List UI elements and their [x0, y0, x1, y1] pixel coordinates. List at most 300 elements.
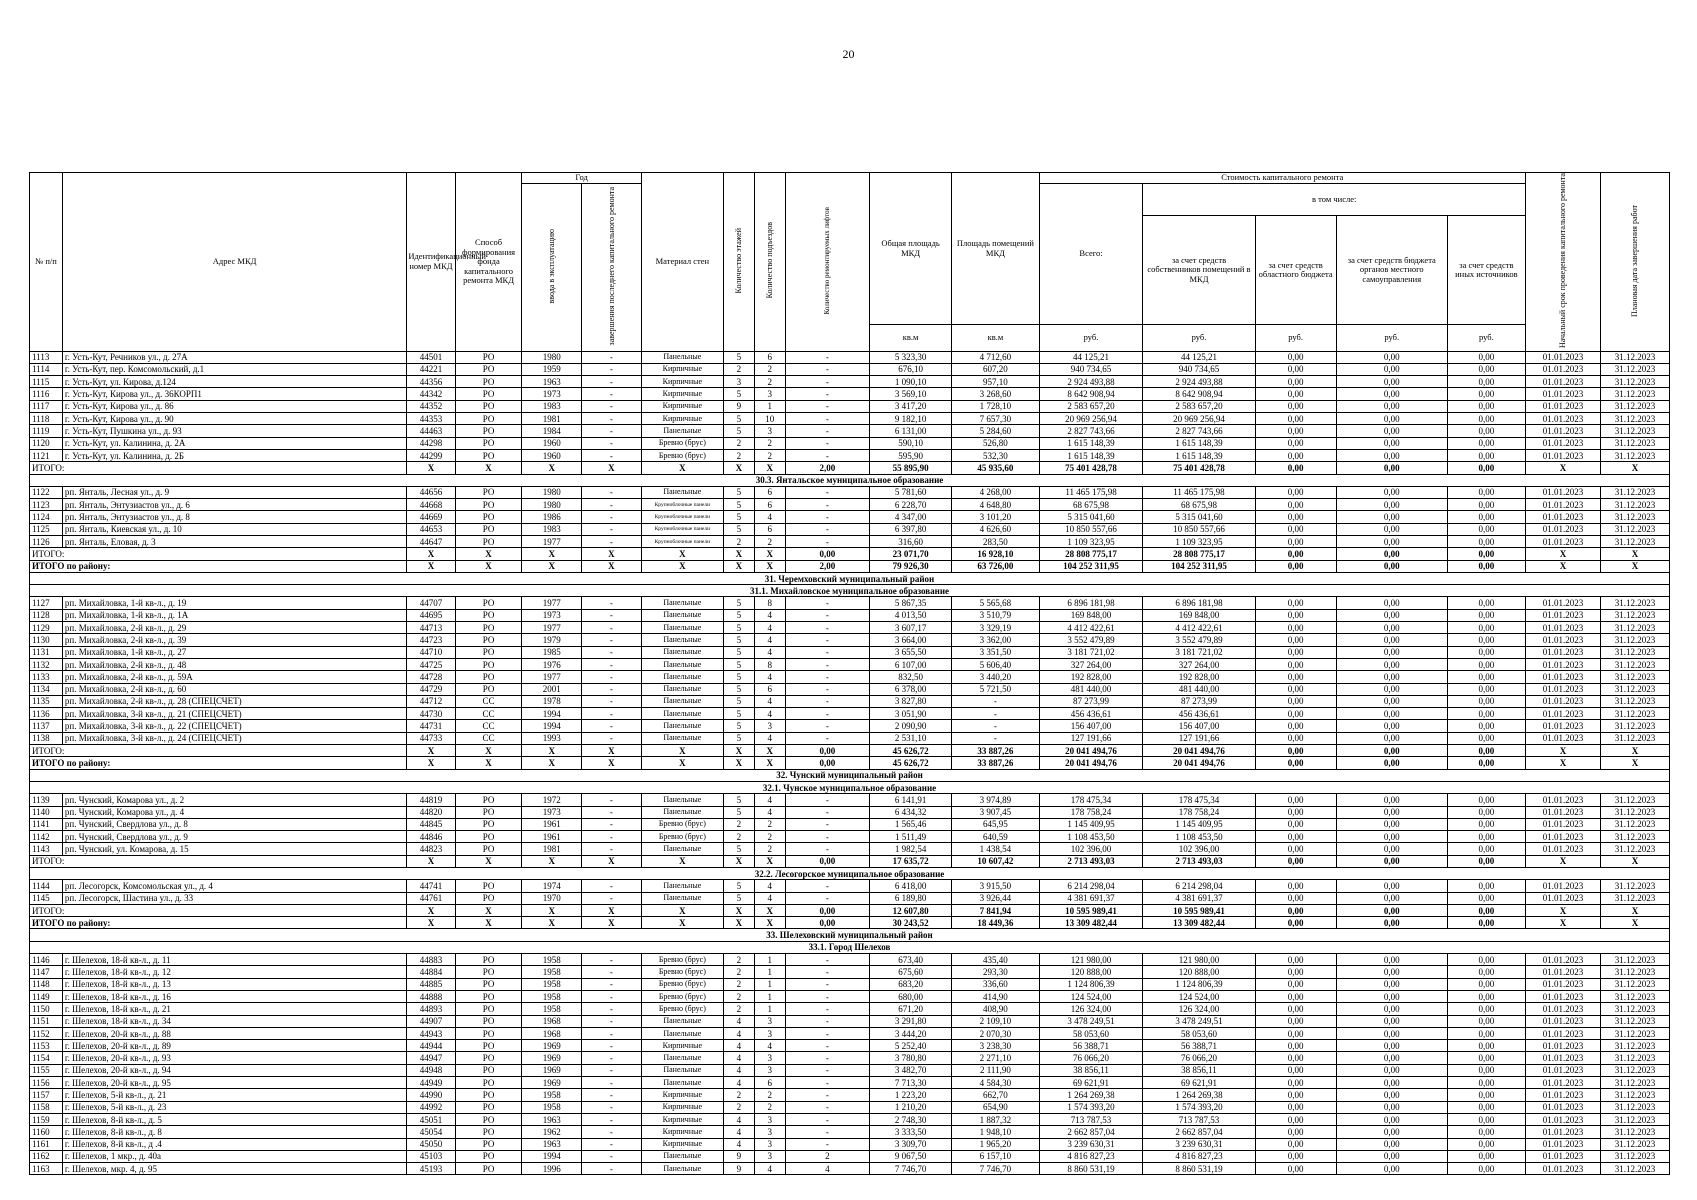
- header-owners: за счет средств собственников помещений в МКД: [1143, 215, 1255, 325]
- cell-year-commission: 1977: [522, 597, 582, 609]
- cell-floors: 5: [723, 658, 754, 670]
- cell-area-premises: 7 746,70: [952, 1163, 1039, 1175]
- cell-address: рп. Михайловка, 2-й кв-л., д. 60: [62, 683, 406, 695]
- cell-address: рп. Янталь, Киевская ул., д. 10: [62, 523, 406, 535]
- total-end-date: X: [1600, 904, 1669, 916]
- total-year-commission: X: [522, 917, 582, 929]
- cell-year-commission: 1976: [522, 658, 582, 670]
- cell-floors: 5: [723, 794, 754, 806]
- cell-end-date: 31.12.2023: [1600, 523, 1669, 535]
- cell-area-total: 316,60: [869, 535, 951, 547]
- cell-lifts: -: [785, 966, 869, 978]
- cell-id: 44948: [407, 1064, 455, 1076]
- cell-year-last: -: [582, 400, 642, 412]
- cell-cost-owners: 69 621,91: [1143, 1077, 1255, 1089]
- cell-start-date: 01.01.2023: [1525, 1027, 1600, 1039]
- cell-end-date: 31.12.2023: [1600, 831, 1669, 843]
- total-year-commission: X: [522, 855, 582, 867]
- cell-area-premises: 3 101,20: [952, 511, 1039, 523]
- cell-cost-other: 0,00: [1447, 1089, 1525, 1101]
- cell-id: 44463: [407, 425, 455, 437]
- total-cost-regional: 0,00: [1255, 548, 1336, 560]
- cell-end-date: 31.12.2023: [1600, 892, 1669, 904]
- cell-end-date: 31.12.2023: [1600, 363, 1669, 375]
- cell-area-total: 6 141,91: [869, 794, 951, 806]
- cell-cost-total: 940 734,65: [1039, 363, 1143, 375]
- cell-lifts: -: [785, 831, 869, 843]
- cell-area-premises: 4 626,60: [952, 523, 1039, 535]
- cell-area-premises: 408,90: [952, 1003, 1039, 1015]
- section-row: [30, 941, 1670, 953]
- total-lifts: 0,00: [785, 904, 869, 916]
- cell-id: 44992: [407, 1101, 455, 1113]
- header-local: за счет средств бюджета органов местного самоуправления: [1336, 215, 1447, 325]
- cell-cost-local: 0,00: [1336, 794, 1447, 806]
- cell-area-premises: 607,20: [952, 363, 1039, 375]
- cell-entrances: 4: [754, 732, 785, 744]
- cell-num: 1155: [30, 1064, 63, 1076]
- cell-year-commission: 1980: [522, 499, 582, 511]
- cell-area-total: 6 189,80: [869, 892, 951, 904]
- cell-cost-other: 0,00: [1447, 978, 1525, 990]
- cell-cost-owners: 20 969 256,94: [1143, 413, 1255, 425]
- cell-start-date: 01.01.2023: [1525, 1015, 1600, 1027]
- cell-area-premises: -: [952, 695, 1039, 707]
- cell-year-last: -: [582, 1138, 642, 1150]
- cell-area-premises: 283,50: [952, 535, 1039, 547]
- total-cost-total: 75 401 428,78: [1039, 462, 1143, 474]
- cell-material: Панельные: [641, 1015, 723, 1027]
- section-title: 30.3. Янтальское муниципальное образование: [30, 474, 1670, 486]
- cell-year-commission: 1993: [522, 732, 582, 744]
- cell-start-date: 01.01.2023: [1525, 892, 1600, 904]
- cell-area-total: 6 397,80: [869, 523, 951, 535]
- cell-area-premises: 5 565,68: [952, 597, 1039, 609]
- cell-floors: 2: [723, 449, 754, 461]
- cell-id: 44653: [407, 523, 455, 535]
- table-row: [30, 1052, 1670, 1064]
- total-cost-owners: 2 713 493,03: [1143, 855, 1255, 867]
- cell-method: РО: [455, 658, 522, 670]
- cell-year-last: -: [582, 658, 642, 670]
- cell-cost-regional: 0,00: [1255, 363, 1336, 375]
- cell-num: 1122: [30, 486, 63, 498]
- cell-end-date: 31.12.2023: [1600, 1040, 1669, 1052]
- cell-year-commission: 1958: [522, 954, 582, 966]
- section-title: 32.2. Лесогорское муниципальное образование: [30, 868, 1670, 880]
- total-label: ИТОГО по району:: [30, 917, 407, 929]
- cell-cost-local: 0,00: [1336, 1003, 1447, 1015]
- cell-end-date: 31.12.2023: [1600, 1113, 1669, 1125]
- cell-area-premises: 532,30: [952, 449, 1039, 461]
- cell-start-date: 01.01.2023: [1525, 523, 1600, 535]
- cell-entrances: 4: [754, 880, 785, 892]
- cell-num: 1159: [30, 1113, 63, 1125]
- total-id: X: [407, 904, 455, 916]
- cell-cost-local: 0,00: [1336, 1113, 1447, 1125]
- cell-year-commission: 1985: [522, 646, 582, 658]
- cell-cost-local: 0,00: [1336, 831, 1447, 843]
- cell-material: Кирпичные: [641, 413, 723, 425]
- cell-material: Панельные: [641, 622, 723, 634]
- total-label: ИТОГО по району:: [30, 757, 407, 769]
- total-end-date: X: [1600, 548, 1669, 560]
- cell-area-premises: 640,59: [952, 831, 1039, 843]
- cell-cost-regional: 0,00: [1255, 351, 1336, 363]
- total-area-premises: 18 449,36: [952, 917, 1039, 929]
- cell-entrances: 3: [754, 1015, 785, 1027]
- cell-id: 44845: [407, 818, 455, 830]
- cell-cost-regional: 0,00: [1255, 511, 1336, 523]
- total-start-date: X: [1525, 917, 1600, 929]
- cell-cost-local: 0,00: [1336, 400, 1447, 412]
- total-material: X: [641, 560, 723, 572]
- cell-cost-total: 178 758,24: [1039, 806, 1143, 818]
- cell-lifts: -: [785, 1126, 869, 1138]
- cell-cost-regional: 0,00: [1255, 966, 1336, 978]
- cell-id: 44884: [407, 966, 455, 978]
- total-year-last: X: [582, 855, 642, 867]
- cell-method: РО: [455, 1077, 522, 1089]
- total-year-commission: X: [522, 462, 582, 474]
- cell-area-total: 1 223,20: [869, 1089, 951, 1101]
- cell-entrances: 2: [754, 437, 785, 449]
- cell-cost-regional: 0,00: [1255, 1101, 1336, 1113]
- table-row: [30, 1003, 1670, 1015]
- table-row: [30, 880, 1670, 892]
- cell-cost-owners: 1 615 148,39: [1143, 437, 1255, 449]
- cell-method: РО: [455, 499, 522, 511]
- cell-area-total: 3 780,80: [869, 1052, 951, 1064]
- cell-year-last: -: [582, 818, 642, 830]
- table-row: [30, 683, 1670, 695]
- cell-address: рп. Михайловка, 1-й кв-л., д. 27: [62, 646, 406, 658]
- cell-start-date: 01.01.2023: [1525, 1052, 1600, 1064]
- cell-cost-regional: 0,00: [1255, 831, 1336, 843]
- cell-start-date: 01.01.2023: [1525, 843, 1600, 855]
- cell-address: г. Усть-Кут, ул. Кирова, д.124: [62, 376, 406, 388]
- cell-num: 1139: [30, 794, 63, 806]
- unit-local: руб.: [1336, 325, 1447, 351]
- cell-id: 44943: [407, 1027, 455, 1039]
- cell-year-last: -: [582, 622, 642, 634]
- table-row: [30, 388, 1670, 400]
- cell-area-premises: 2 111,90: [952, 1064, 1039, 1076]
- cell-cost-other: 0,00: [1447, 794, 1525, 806]
- cell-area-premises: 6 157,10: [952, 1150, 1039, 1162]
- cell-lifts: -: [785, 634, 869, 646]
- total-start-date: X: [1525, 904, 1600, 916]
- cell-area-premises: 2 070,30: [952, 1027, 1039, 1039]
- cell-cost-total: 1 574 393,20: [1039, 1101, 1143, 1113]
- cell-cost-regional: 0,00: [1255, 1126, 1336, 1138]
- cell-area-premises: 3 238,30: [952, 1040, 1039, 1052]
- cell-entrances: 2: [754, 535, 785, 547]
- total-method: X: [455, 560, 522, 572]
- cell-id: 44888: [407, 990, 455, 1002]
- total-entrances: X: [754, 904, 785, 916]
- cell-area-total: 680,00: [869, 990, 951, 1002]
- header-year-commission: ввода в эксплуатацию: [547, 228, 557, 304]
- total-material: X: [641, 917, 723, 929]
- cell-area-premises: 3 440,20: [952, 671, 1039, 683]
- cell-cost-regional: 0,00: [1255, 413, 1336, 425]
- cell-area-premises: 5 284,60: [952, 425, 1039, 437]
- cell-floors: 5: [723, 683, 754, 695]
- cell-year-last: -: [582, 671, 642, 683]
- cell-address: рп. Михайловка, 3-й кв-л., д. 22 (СПЕЦСЧЕТ): [62, 720, 406, 732]
- header-method: Способ формирования фонда капитального ремонта МКД: [455, 173, 522, 352]
- header-year: Год: [522, 173, 641, 184]
- cell-lifts: -: [785, 1052, 869, 1064]
- cell-end-date: 31.12.2023: [1600, 1015, 1669, 1027]
- cell-year-commission: 1961: [522, 818, 582, 830]
- cell-num: 1121: [30, 449, 63, 461]
- cell-cost-other: 0,00: [1447, 658, 1525, 670]
- cell-floors: 5: [723, 609, 754, 621]
- cell-method: РО: [455, 449, 522, 461]
- cell-num: 1117: [30, 400, 63, 412]
- cell-id: 45193: [407, 1163, 455, 1175]
- cell-year-commission: 1973: [522, 806, 582, 818]
- total-id: X: [407, 548, 455, 560]
- cell-cost-other: 0,00: [1447, 1040, 1525, 1052]
- cell-cost-regional: 0,00: [1255, 609, 1336, 621]
- cell-year-commission: 1983: [522, 400, 582, 412]
- cell-year-commission: 1969: [522, 1040, 582, 1052]
- cell-year-last: -: [582, 1101, 642, 1113]
- cell-material: Панельные: [641, 671, 723, 683]
- cell-area-total: 3 444,20: [869, 1027, 951, 1039]
- cell-cost-local: 0,00: [1336, 351, 1447, 363]
- cell-cost-owners: 126 324,00: [1143, 1003, 1255, 1015]
- cell-cost-regional: 0,00: [1255, 954, 1336, 966]
- cell-id: 44695: [407, 609, 455, 621]
- cell-cost-total: 2 924 493,88: [1039, 376, 1143, 388]
- table-row: [30, 437, 1670, 449]
- total-method: X: [455, 462, 522, 474]
- cell-id: 44352: [407, 400, 455, 412]
- cell-cost-total: 10 850 557,66: [1039, 523, 1143, 535]
- cell-area-premises: 4 584,30: [952, 1077, 1039, 1089]
- cell-floors: 5: [723, 806, 754, 818]
- cell-cost-local: 0,00: [1336, 671, 1447, 683]
- cell-entrances: 2: [754, 1101, 785, 1113]
- cell-cost-regional: 0,00: [1255, 1027, 1336, 1039]
- cell-start-date: 01.01.2023: [1525, 499, 1600, 511]
- cell-address: г. Шелехов, 18-й кв-л., д. 34: [62, 1015, 406, 1027]
- cell-method: РО: [455, 818, 522, 830]
- cell-num: 1124: [30, 511, 63, 523]
- cell-id: 44712: [407, 695, 455, 707]
- cell-material: Кирпичные: [641, 1101, 723, 1113]
- total-id: X: [407, 855, 455, 867]
- section-row: [30, 769, 1670, 781]
- cell-cost-other: 0,00: [1447, 1163, 1525, 1175]
- cell-year-commission: 1980: [522, 351, 582, 363]
- cell-method: РО: [455, 376, 522, 388]
- cell-start-date: 01.01.2023: [1525, 732, 1600, 744]
- cell-cost-total: 87 273,99: [1039, 695, 1143, 707]
- cell-id: 45050: [407, 1138, 455, 1150]
- cell-year-commission: 1963: [522, 376, 582, 388]
- cell-id: 44819: [407, 794, 455, 806]
- cell-lifts: -: [785, 388, 869, 400]
- cell-address: г. Шелехов, 20-й кв-л., д. 95: [62, 1077, 406, 1089]
- cell-cost-other: 0,00: [1447, 622, 1525, 634]
- cell-cost-owners: 10 850 557,66: [1143, 523, 1255, 535]
- cell-material: Кирпичные: [641, 388, 723, 400]
- cell-cost-total: 3 239 630,31: [1039, 1138, 1143, 1150]
- cell-cost-owners: 1 264 269,38: [1143, 1089, 1255, 1101]
- total-area-total: 30 243,52: [869, 917, 951, 929]
- cell-cost-total: 5 315 041,60: [1039, 511, 1143, 523]
- cell-method: РО: [455, 1126, 522, 1138]
- cell-year-last: -: [582, 413, 642, 425]
- cell-num: 1151: [30, 1015, 63, 1027]
- cell-start-date: 01.01.2023: [1525, 413, 1600, 425]
- cell-cost-regional: 0,00: [1255, 1089, 1336, 1101]
- table-row: [30, 634, 1670, 646]
- cell-year-last: -: [582, 634, 642, 646]
- cell-cost-owners: 120 888,00: [1143, 966, 1255, 978]
- total-floors: X: [723, 904, 754, 916]
- cell-year-last: -: [582, 609, 642, 621]
- cell-cost-owners: 3 181 721,02: [1143, 646, 1255, 658]
- cell-cost-other: 0,00: [1447, 1113, 1525, 1125]
- cell-cost-regional: 0,00: [1255, 449, 1336, 461]
- total-area-premises: 63 726,00: [952, 560, 1039, 572]
- cell-method: СС: [455, 720, 522, 732]
- cell-cost-other: 0,00: [1447, 732, 1525, 744]
- cell-area-premises: 3 510,79: [952, 609, 1039, 621]
- cell-floors: 3: [723, 376, 754, 388]
- cell-id: 44728: [407, 671, 455, 683]
- cell-num: 1142: [30, 831, 63, 843]
- cell-cost-owners: 76 066,20: [1143, 1052, 1255, 1064]
- total-year-last: X: [582, 462, 642, 474]
- cell-id: 44823: [407, 843, 455, 855]
- total-year-last: X: [582, 745, 642, 757]
- cell-cost-total: 3 478 249,51: [1039, 1015, 1143, 1027]
- cell-num: 1113: [30, 351, 63, 363]
- cell-year-commission: 1981: [522, 413, 582, 425]
- cell-area-premises: 654,90: [952, 1101, 1039, 1113]
- cell-num: 1157: [30, 1089, 63, 1101]
- cell-method: РО: [455, 1138, 522, 1150]
- header-lifts: Количество ремонтируемых лифтов: [822, 206, 831, 315]
- cell-cost-total: 38 856,11: [1039, 1064, 1143, 1076]
- cell-address: г. Усть-Кут, Кирова ул., д. 86: [62, 400, 406, 412]
- cell-cost-local: 0,00: [1336, 535, 1447, 547]
- table-row: [30, 1027, 1670, 1039]
- cell-year-last: -: [582, 954, 642, 966]
- cell-year-last: -: [582, 597, 642, 609]
- cell-address: рп. Чунский, Свердлова ул., д. 9: [62, 831, 406, 843]
- cell-method: РО: [455, 622, 522, 634]
- cell-floors: 5: [723, 880, 754, 892]
- cell-num: 1149: [30, 990, 63, 1002]
- cell-lifts: -: [785, 1113, 869, 1125]
- cell-cost-total: 126 324,00: [1039, 1003, 1143, 1015]
- cell-cost-total: 11 465 175,98: [1039, 486, 1143, 498]
- cell-end-date: 31.12.2023: [1600, 794, 1669, 806]
- cell-floors: 5: [723, 732, 754, 744]
- cell-area-premises: 3 907,45: [952, 806, 1039, 818]
- cell-material: Крупноблочные панели: [641, 523, 723, 535]
- cell-cost-owners: 1 145 409,95: [1143, 818, 1255, 830]
- cell-method: СС: [455, 732, 522, 744]
- cell-year-commission: 1986: [522, 511, 582, 523]
- cell-end-date: 31.12.2023: [1600, 597, 1669, 609]
- cell-area-premises: 3 362,00: [952, 634, 1039, 646]
- cell-cost-owners: 44 125,21: [1143, 351, 1255, 363]
- cell-year-commission: 1969: [522, 1064, 582, 1076]
- cell-cost-local: 0,00: [1336, 892, 1447, 904]
- cell-num: 1126: [30, 535, 63, 547]
- cell-cost-total: 56 388,71: [1039, 1040, 1143, 1052]
- cell-year-last: -: [582, 1052, 642, 1064]
- cell-floors: 2: [723, 1101, 754, 1113]
- cell-lifts: -: [785, 351, 869, 363]
- total-start-date: X: [1525, 745, 1600, 757]
- cell-num: 1161: [30, 1138, 63, 1150]
- cell-material: Панельные: [641, 1150, 723, 1162]
- cell-lifts: -: [785, 658, 869, 670]
- cell-num: 1127: [30, 597, 63, 609]
- cell-cost-local: 0,00: [1336, 609, 1447, 621]
- cell-material: Панельные: [641, 609, 723, 621]
- table-row: [30, 597, 1670, 609]
- cell-floors: 5: [723, 708, 754, 720]
- cell-cost-owners: 68 675,98: [1143, 499, 1255, 511]
- table-row: [30, 671, 1670, 683]
- cell-entrances: 4: [754, 622, 785, 634]
- cell-cost-other: 0,00: [1447, 376, 1525, 388]
- cell-entrances: 3: [754, 1138, 785, 1150]
- cell-year-commission: 1977: [522, 622, 582, 634]
- cell-material: Панельные: [641, 806, 723, 818]
- cell-id: 44342: [407, 388, 455, 400]
- cell-start-date: 01.01.2023: [1525, 388, 1600, 400]
- cell-year-last: -: [582, 1015, 642, 1027]
- total-lifts: 0,00: [785, 745, 869, 757]
- header-cost-total: Всего:: [1039, 184, 1143, 325]
- cell-id: 44298: [407, 437, 455, 449]
- cell-floors: 2: [723, 990, 754, 1002]
- cell-area-total: 7 746,70: [869, 1163, 951, 1175]
- table-body: [30, 351, 1670, 1175]
- cell-entrances: 3: [754, 1064, 785, 1076]
- cell-end-date: 31.12.2023: [1600, 954, 1669, 966]
- cell-end-date: 31.12.2023: [1600, 634, 1669, 646]
- cell-cost-local: 0,00: [1336, 1040, 1447, 1052]
- cell-cost-other: 0,00: [1447, 720, 1525, 732]
- cell-cost-total: 1 145 409,95: [1039, 818, 1143, 830]
- cell-cost-owners: 6 214 298,04: [1143, 880, 1255, 892]
- cell-year-last: -: [582, 425, 642, 437]
- cell-area-premises: 1 728,10: [952, 400, 1039, 412]
- cell-lifts: -: [785, 683, 869, 695]
- cell-start-date: 01.01.2023: [1525, 535, 1600, 547]
- cell-start-date: 01.01.2023: [1525, 671, 1600, 683]
- table-row: [30, 413, 1670, 425]
- cell-year-last: -: [582, 351, 642, 363]
- total-method: X: [455, 904, 522, 916]
- total-lifts: 0,00: [785, 917, 869, 929]
- cell-entrances: 2: [754, 831, 785, 843]
- header-address: Адрес МКД: [62, 173, 406, 352]
